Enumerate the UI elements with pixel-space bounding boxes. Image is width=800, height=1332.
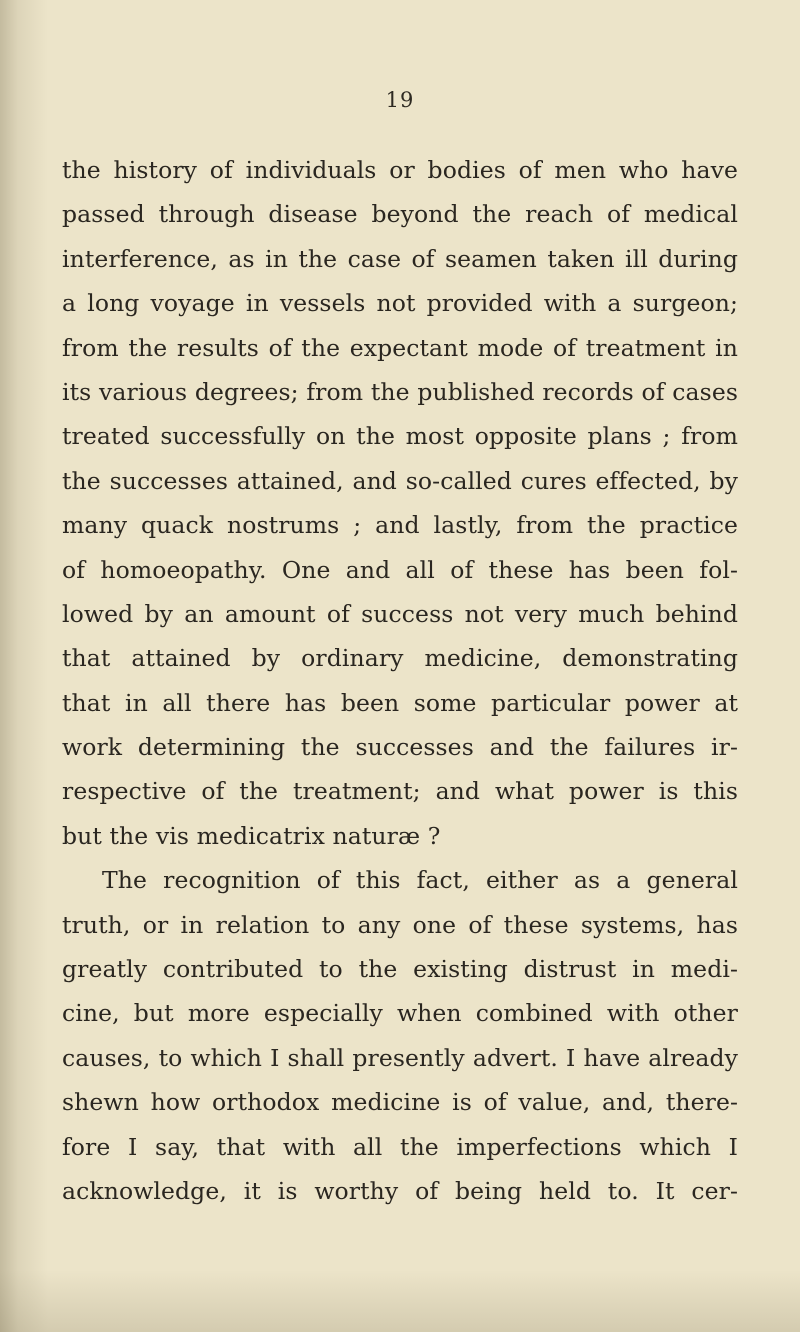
text-line: cine, but more especially when combined with other [62,999,738,1028]
body-text [62,148,738,1213]
text-line: causes, to which I shall presently advert. I have already [62,1043,738,1072]
text-line: that attained by ordinary medicine, demonstrating [62,644,738,673]
text-line: acknowledge, it is worthy of being held to. It cer- [62,1176,738,1205]
text-line: work determining the successes and the failures ir- [62,733,738,762]
text-line: passed through disease beyond the reach of medical [62,200,738,229]
text-line: its various degrees; from the published records of cases [62,377,738,406]
text-line: many quack nostrums ; and lastly, from the practice [62,511,738,540]
text-line: shewn how orthodox medicine is of value, and, there- [62,1088,738,1117]
text-line: from the results of the expectant mode of treatment in [62,333,738,362]
text-line: truth, or in relation to any one of these systems, has [62,910,738,939]
text-line: lowed by an amount of success not very much behind [62,599,738,628]
text-line: interference, as in the case of seamen taken ill during [62,244,738,273]
text-line: of homoeopathy. One and all of these has been fol- [62,555,738,584]
page-number: 19 [385,88,415,112]
text-line: that in all there has been some particular power at [62,688,738,717]
text-line: the history of individuals or bodies of men who have [62,156,738,184]
text-line-paragraph-end: but the vis medicatrix naturæ ? [62,821,441,850]
text-line: respective of the treatment; and what power is this [62,777,738,806]
text-line-paragraph-start: The recognition of this fact, either as a general [102,866,738,895]
text-line: the successes attained, and so-called cures effected, by [62,466,738,495]
text-line: treated successfully on the most opposite plans ; from [62,422,738,451]
text-line: fore I say, that with all the imperfections which I [62,1132,738,1161]
text-line: greatly contributed to the existing distrust in medi- [62,955,738,984]
text-line: a long voyage in vessels not provided with a surgeon; [62,289,738,318]
